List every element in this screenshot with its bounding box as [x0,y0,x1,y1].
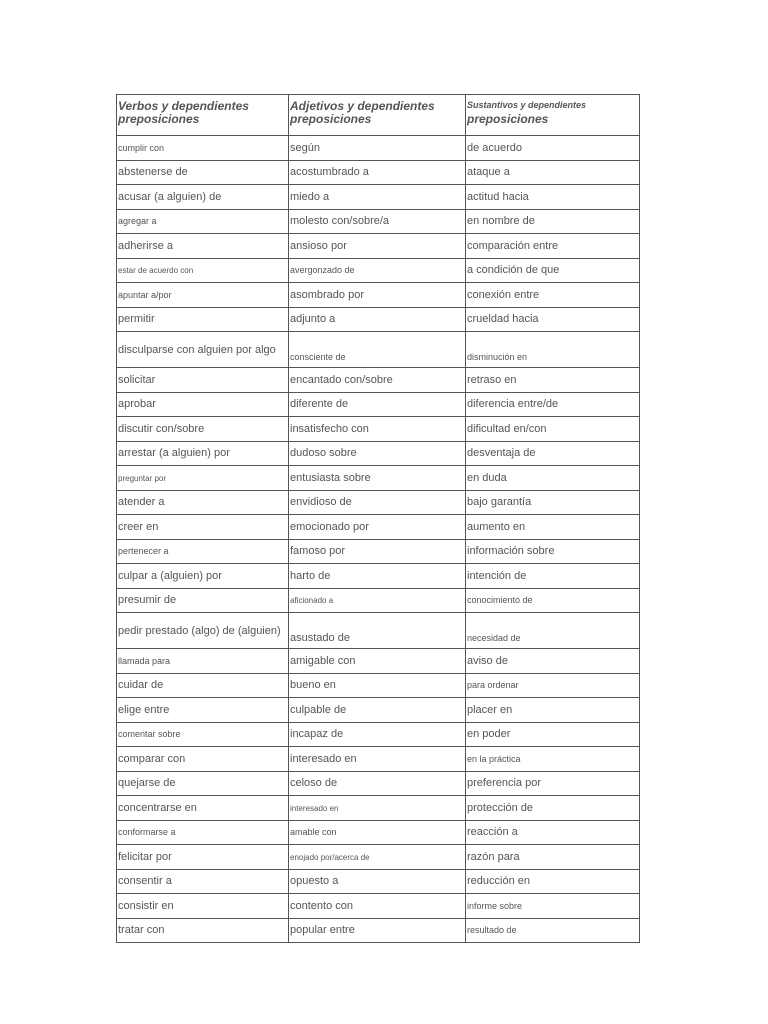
verb-cell: presumir de [117,588,289,613]
table-row [117,515,640,540]
noun-cell: preferencia por [466,771,640,796]
table-row [117,613,640,649]
table-row [117,441,640,466]
noun-cell: retraso en [466,368,640,393]
verb-cell: estar de acuerdo con [117,258,289,283]
noun-cell: aviso de [466,649,640,674]
header-row [117,95,640,136]
noun-cell: disminución en [466,332,640,368]
table-row [117,160,640,185]
verb-cell: consentir a [117,869,289,894]
adjective-cell: aficionado a [289,588,466,613]
table-row [117,234,640,259]
verb-cell: pedir prestado (algo) de (alguien) [117,613,289,649]
table-row [117,649,640,674]
adjective-cell: según [289,136,466,161]
verb-cell: arrestar (a alguien) por [117,441,289,466]
adjective-cell: interesado en [289,747,466,772]
adjective-cell: incapaz de [289,722,466,747]
header-nouns [466,95,640,136]
noun-cell: diferencia entre/de [466,392,640,417]
table-body [117,95,640,943]
table-row [117,332,640,368]
verb-cell: adherirse a [117,234,289,259]
noun-cell: conocimiento de [466,588,640,613]
table-row [117,771,640,796]
verb-cell: comparar con [117,747,289,772]
verb-cell: concentrarse en [117,796,289,821]
table-row [117,539,640,564]
table-row [117,564,640,589]
adjective-cell: diferente de [289,392,466,417]
verb-cell: acusar (a alguien) de [117,185,289,210]
adjective-cell: molesto con/sobre/a [289,209,466,234]
table-row [117,845,640,870]
prepositions-table [116,94,640,943]
adjective-cell: asombrado por [289,283,466,308]
table-row [117,894,640,919]
noun-cell: bajo garantía [466,490,640,515]
verb-cell: discutir con/sobre [117,417,289,442]
noun-cell: reducción en [466,869,640,894]
verb-cell: cuidar de [117,673,289,698]
verb-cell: solicitar [117,368,289,393]
verb-cell: abstenerse de [117,160,289,185]
table-row [117,722,640,747]
header-verbs: Verbos y dependientes preposiciones [117,95,289,136]
adjective-cell: avergonzado de [289,258,466,283]
verb-cell: disculparse con alguien por algo [117,332,289,368]
noun-cell: en la práctica [466,747,640,772]
noun-cell: placer en [466,698,640,723]
adjective-cell: insatisfecho con [289,417,466,442]
adjective-cell: amable con [289,820,466,845]
verb-cell: tratar con [117,918,289,943]
table-row [117,698,640,723]
table-row [117,185,640,210]
header-nouns-line1: Sustantivos y dependientes [467,100,587,110]
noun-cell: conexión entre [466,283,640,308]
verb-cell: agregar a [117,209,289,234]
verb-cell: quejarse de [117,771,289,796]
table-row [117,136,640,161]
verb-cell: cumplir con [117,136,289,161]
verb-cell: conformarse a [117,820,289,845]
noun-cell: en duda [466,466,640,491]
table-row [117,673,640,698]
noun-cell: ataque a [466,160,640,185]
noun-cell: información sobre [466,539,640,564]
noun-cell: aumento en [466,515,640,540]
adjective-cell: celoso de [289,771,466,796]
table-row [117,796,640,821]
table-row [117,209,640,234]
noun-cell: crueldad hacia [466,307,640,332]
header-nouns-line2: preposiciones [467,112,549,126]
table-row [117,820,640,845]
noun-cell: desventaja de [466,441,640,466]
adjective-cell: enojado por/acerca de [289,845,466,870]
adjective-cell: bueno en [289,673,466,698]
adjective-cell: acostumbrado a [289,160,466,185]
verb-cell: comentar sobre [117,722,289,747]
verb-cell: apuntar a/por [117,283,289,308]
table-row [117,869,640,894]
table-row [117,307,640,332]
adjective-cell: emocionado por [289,515,466,540]
noun-cell: resultado de [466,918,640,943]
verb-cell: atender a [117,490,289,515]
noun-cell: para ordenar [466,673,640,698]
noun-cell: dificultad en/con [466,417,640,442]
noun-cell: a condición de que [466,258,640,283]
verb-cell: culpar a (alguien) por [117,564,289,589]
noun-cell: necesidad de [466,613,640,649]
adjective-cell: miedo a [289,185,466,210]
header-adjectives: Adjetivos y dependientes preposiciones [289,95,466,136]
adjective-cell: dudoso sobre [289,441,466,466]
verb-cell: preguntar por [117,466,289,491]
verb-cell: aprobar [117,392,289,417]
table-row [117,918,640,943]
adjective-cell: envidioso de [289,490,466,515]
table-row [117,588,640,613]
noun-cell: protección de [466,796,640,821]
adjective-cell: harto de [289,564,466,589]
verb-cell: permitir [117,307,289,332]
noun-cell: en nombre de [466,209,640,234]
adjective-cell: popular entre [289,918,466,943]
verb-cell: llamada para [117,649,289,674]
table-row [117,258,640,283]
adjective-cell: opuesto a [289,869,466,894]
adjective-cell: consciente de [289,332,466,368]
adjective-cell: adjunto a [289,307,466,332]
adjective-cell: asustado de [289,613,466,649]
verb-cell: pertenecer a [117,539,289,564]
adjective-cell: amigable con [289,649,466,674]
noun-cell: actitud hacia [466,185,640,210]
adjective-cell: famoso por [289,539,466,564]
noun-cell: razón para [466,845,640,870]
adjective-cell: entusiasta sobre [289,466,466,491]
table-row [117,747,640,772]
verb-cell: consistir en [117,894,289,919]
verb-cell: creer en [117,515,289,540]
adjective-cell: contento con [289,894,466,919]
adjective-cell: interesado en [289,796,466,821]
noun-cell: de acuerdo [466,136,640,161]
table-row [117,417,640,442]
verb-cell: elige entre [117,698,289,723]
adjective-cell: culpable de [289,698,466,723]
noun-cell: en poder [466,722,640,747]
noun-cell: informe sobre [466,894,640,919]
verb-cell: felicitar por [117,845,289,870]
noun-cell: reacción a [466,820,640,845]
table-row [117,283,640,308]
table-row [117,392,640,417]
table-row [117,466,640,491]
adjective-cell: encantado con/sobre [289,368,466,393]
adjective-cell: ansioso por [289,234,466,259]
noun-cell: intención de [466,564,640,589]
noun-cell: comparación entre [466,234,640,259]
table-row [117,490,640,515]
table-row [117,368,640,393]
